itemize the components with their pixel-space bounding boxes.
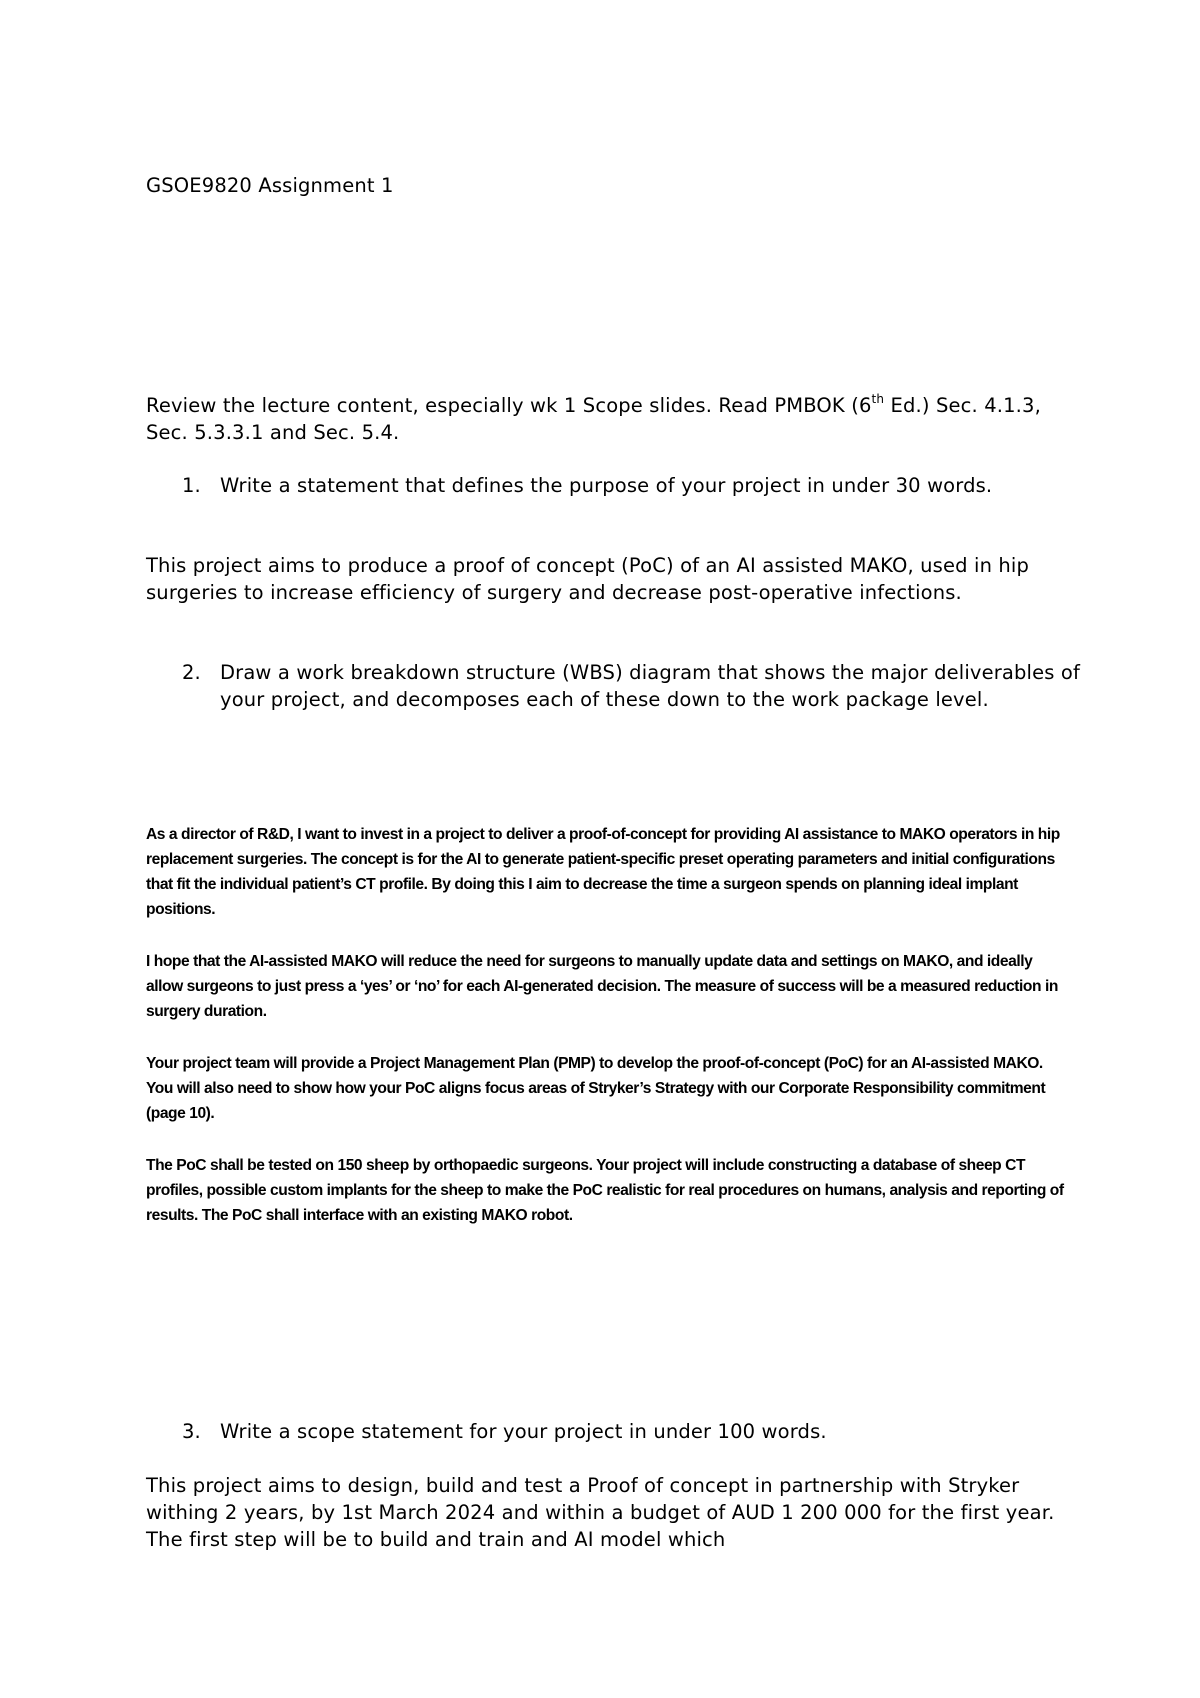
- question-3-text: Write a scope statement for your project in under 100 words.: [220, 1420, 827, 1443]
- question-1-number: 1.: [182, 474, 201, 497]
- project-brief-paragraph-3: Your project team will provide a Project Management Plan (PMP) to develop the proof-of-concept (PoC) for an AI-assisted MAKO. You will also need to show how your PoC aligns focus areas of Stryker’s Strategy with our Corporate Responsibility commitment (page 10).: [146, 1055, 1046, 1122]
- question-2-text: Draw a work breakdown structure (WBS) diagram that shows the major deliverables of your project, and decomposes each of these down to the work package level.: [220, 661, 1080, 711]
- project-brief-paragraph-1: As a director of R&D, I want to invest in a project to deliver a proof-of-concept for providing AI assistance to MAKO operators in hip replacement surgeries. The concept is for the AI to generate patient-specific preset operating parameters and initial configurations that fit the individual patient’s CT profile. By doing this I aim to decrease the time a surgeon spends on planning ideal implant positions.: [146, 826, 1060, 918]
- answer-1-paragraph: This project aims to produce a proof of concept (PoC) of an AI assisted MAKO, used in hip surgeries to increase efficiency of surgery and decrease post-operative infections.: [146, 554, 1030, 604]
- project-brief-paragraph-2: I hope that the AI-assisted MAKO will reduce the need for surgeons to manually update data and settings on MAKO, and ideally allow surgeons to just press a ‘yes’ or ‘no’ for each AI-generated decision. The measure of success will be a measured reduction in surgery duration.: [146, 953, 1058, 1020]
- instructions-text-end: Ed.) Sec. 4.1.3, Sec. 5.3.3.1 and Sec. 5.4.: [146, 394, 1041, 444]
- question-2-number: 2.: [182, 661, 201, 684]
- question-3-number: 3.: [182, 1420, 201, 1443]
- instructions-superscript: th: [871, 391, 885, 406]
- project-brief-paragraph-4: The PoC shall be tested on 150 sheep by orthopaedic surgeons. Your project will include constructing a database of sheep CT profiles, possible custom implants for the sheep to make the PoC realistic for real procedures on humans, analysis and reporting of results. The PoC shall interface with an existing MAKO robot.: [146, 1157, 1064, 1224]
- instructions-paragraph: [146, 392, 1066, 446]
- document-title: GSOE9820 Assignment 1: [146, 174, 394, 197]
- instructions-text-start: Review the lecture content, especially wk 1 Scope slides. Read PMBOK (6: [146, 394, 872, 417]
- question-1-text: Write a statement that defines the purpose of your project in under 30 words.: [220, 474, 993, 497]
- answer-3-paragraph: This project aims to design, build and test a Proof of concept in partnership with Stryker withing 2 years, by 1st March 2024 and within a budget of AUD 1 200 000 for the first year. The first step will be to build and train and AI model which: [146, 1474, 1055, 1551]
